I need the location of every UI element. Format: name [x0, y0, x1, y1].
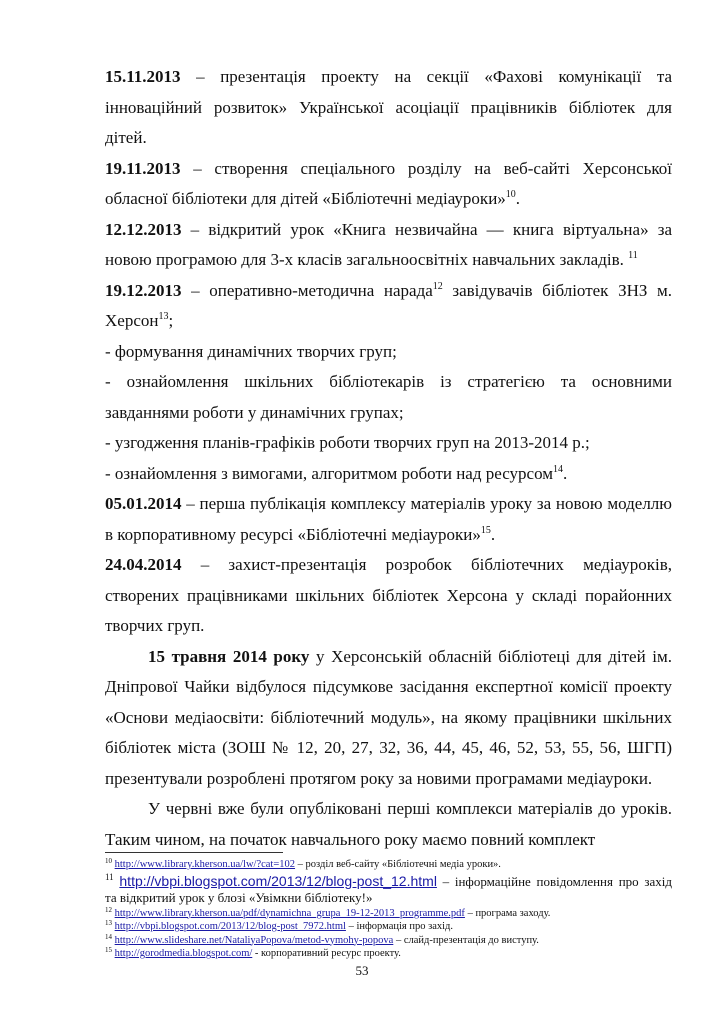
- event-text: – презентація проекту на секції «Фахові комунікації та інноваційний розвиток» Української асоціації працівників бібліотек для дітей.: [105, 67, 672, 147]
- page-number: 53: [355, 963, 369, 978]
- footnote-13: [105, 920, 672, 934]
- footnote-ref-10[interactable]: 10: [505, 189, 516, 200]
- list-item-groups: [105, 337, 672, 368]
- footnote-link[interactable]: http://vbpi.blogspot.com/2013/12/blog-post_12.html: [119, 872, 437, 889]
- list-item-text: - формування динамічних творчих груп;: [105, 341, 397, 361]
- footnote-10: [105, 858, 672, 872]
- paragraph-12-12-2013: [105, 215, 672, 276]
- event-text-tail: .: [490, 524, 496, 544]
- footnote-text: – розділ веб-сайту «Бібліотечні медіа уроки».: [295, 859, 501, 870]
- footnote-number: 11: [105, 871, 114, 882]
- list-item-text: - узгодження планів-графіків роботи творчих груп на 2013-2014 р.;: [105, 433, 590, 452]
- event-date: 15 травня 2014 року: [148, 646, 310, 666]
- paragraph-05-01-2014: [105, 489, 672, 550]
- footnote-text: – інформація про захід.: [345, 921, 454, 932]
- footnote-link[interactable]: http://www.library.kherson.ua/lw/?cat=102: [114, 859, 296, 870]
- event-date: 24.04.2014: [105, 555, 182, 574]
- footnote-link[interactable]: http://www.library.kherson.ua/pdf/dynamichna_grupa_19-12-2013_programme.pdf: [114, 907, 465, 919]
- paragraph-15-may-2014: [105, 642, 672, 795]
- event-date: 19.12.2013: [105, 280, 182, 300]
- paragraph-june: [105, 794, 672, 855]
- footnote-ref-12[interactable]: 12: [432, 280, 443, 292]
- list-item-strategy: [105, 367, 672, 428]
- footnote-number: 15: [105, 946, 112, 954]
- footnote-ref-11[interactable]: 11: [628, 250, 638, 261]
- footnote-number: 12: [105, 905, 112, 914]
- list-item-text: - ознайомлення шкільних бібліотекарів із стратегією та основними завданнями роботи у динамічних групах;: [105, 372, 672, 422]
- list-item-tail: .: [563, 463, 568, 483]
- footnote-11: [105, 873, 672, 906]
- footnote-12: [105, 907, 672, 921]
- footnote-text: - корпоративний ресурс проекту.: [252, 948, 401, 959]
- event-text: – перша публікація комплексу матеріалів уроку за новою моделлю в корпоративному ресурсі «Бібліотечні медіауроки»: [105, 494, 672, 544]
- paragraph-19-11-2013: [105, 154, 672, 215]
- event-date: 05.01.2014: [105, 494, 182, 513]
- event-text: – створення спеціального розділу на веб-сайті Херсонської обласної бібліотеки для дітей «Бібліотечні медіауроки»: [105, 158, 672, 208]
- event-text-tail: .: [515, 189, 521, 208]
- event-text: – захист-презентація розробок бібліотечних медіауроків, створених працівниками шкільних бібліотек Херсона у складі порайонних творчих груп.: [105, 555, 672, 635]
- list-item-text: - ознайомлення з вимогами, алгоритмом роботи над ресурсом: [105, 463, 554, 483]
- event-text-2: завідувачів бібліотек ЗНЗ м. Херсон: [105, 280, 672, 330]
- paragraph-15-11-2013: [105, 62, 672, 154]
- footnote-15: [105, 947, 672, 961]
- footnote-text: – програма заходу.: [464, 907, 551, 919]
- paragraph-19-12-2013: [105, 276, 672, 337]
- event-text-tail: ;: [168, 311, 174, 330]
- footnote-text: – інформаційне повідомлення про захід та відкритий урок у блозі «Увімкни бібліотеку!»: [105, 873, 673, 905]
- footnote-ref-13[interactable]: 13: [158, 311, 169, 322]
- list-item-schedules: [105, 428, 672, 459]
- footnote-number: 10: [105, 857, 112, 865]
- event-date: 15.11.2013: [105, 67, 181, 86]
- footnote-link[interactable]: http://vbpi.blogspot.com/2013/12/blog-post_7972.html: [114, 921, 346, 932]
- footnote-14: [105, 934, 672, 948]
- event-text: у Херсонській обласній бібліотеці для дітей ім. Дніпрової Чайки відбулося підсумкове засідання експертної комісії проекту «Основи медіаосвіти: бібліотечний модуль», на якому працівники шкільних бібліотек міста (ЗОШ № 12, 20, 27, 32, 36, 44, 45, 46, 52, 53, 55, 56, ШГП) презентували розроблені протягом року за новими програмами медіауроки.: [105, 646, 672, 788]
- footnote-number: 13: [105, 919, 112, 927]
- paragraph-text: У червні вже були опубліковані перші комплекси матеріалів до уроків. Таким чином, на початок навчального року маємо повний комплект: [105, 799, 672, 849]
- footnote-number: 14: [105, 932, 112, 941]
- footnote-ref-14[interactable]: 14: [553, 463, 564, 475]
- footnote-link[interactable]: http://gorodmedia.blogspot.com/: [114, 948, 253, 959]
- event-date: 19.11.2013: [105, 158, 181, 178]
- event-text: – відкритий урок «Книга незвичайна — книга віртуальна» за новою програмою для 3-х класів загальноосвітніх навчальних закладів.: [105, 219, 672, 269]
- event-text: – оперативно-методична нарада: [181, 280, 433, 300]
- footnotes: [105, 858, 672, 961]
- footnote-divider: [105, 852, 283, 853]
- main-text: [105, 62, 672, 855]
- footnote-text: – слайд-презентація до виступу.: [393, 934, 539, 946]
- paragraph-24-04-2014: [105, 550, 672, 642]
- event-date: 12.12.2013: [105, 219, 182, 239]
- footnote-link[interactable]: http://www.slideshare.net/NataliyaPopova/metod-vymohy-popova: [114, 934, 394, 946]
- list-item-requirements: [105, 459, 672, 490]
- footnote-ref-15[interactable]: 15: [480, 524, 491, 536]
